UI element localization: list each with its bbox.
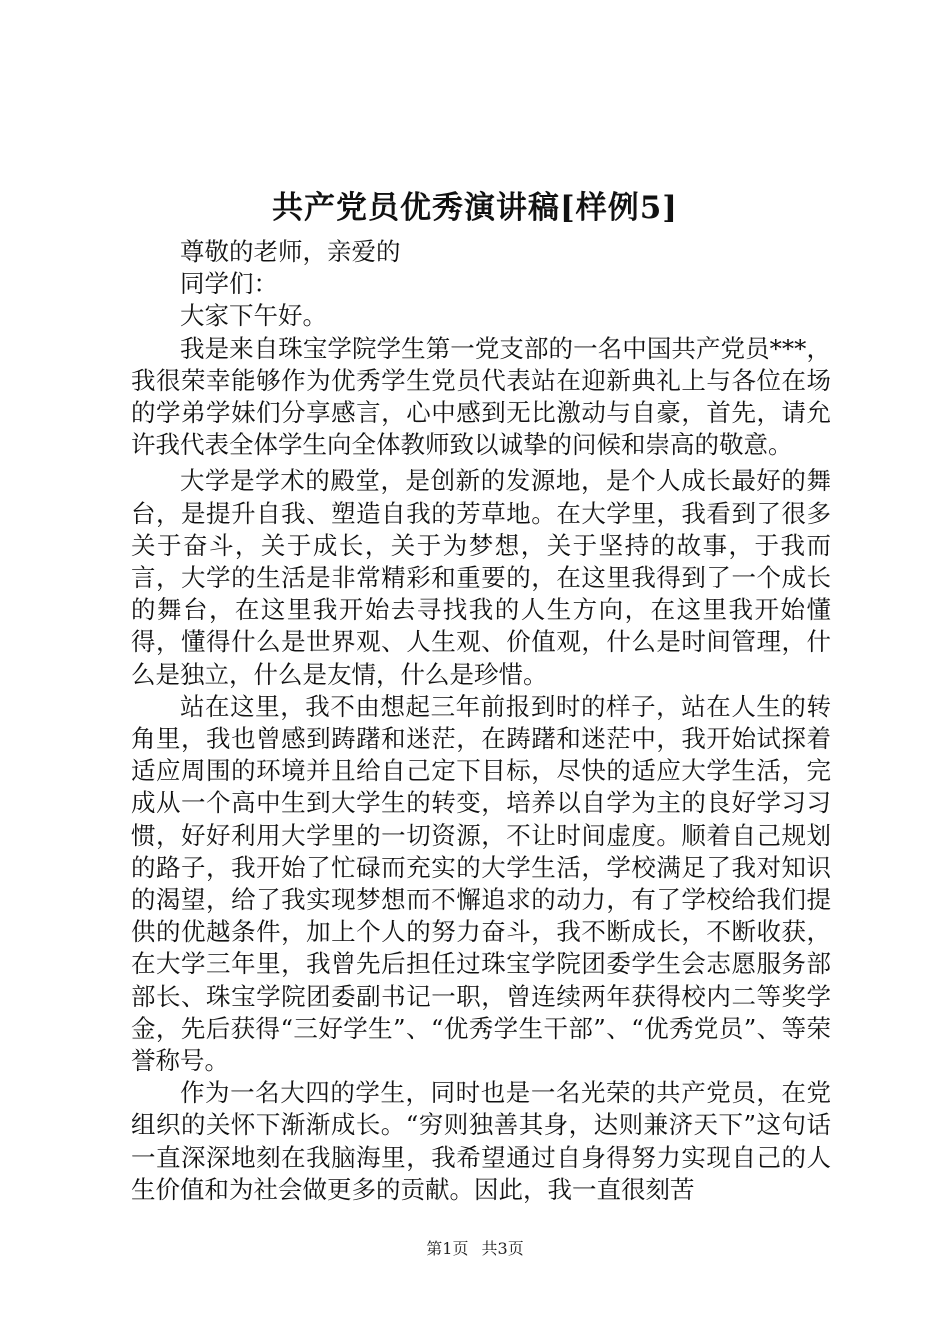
document-body [131,236,831,1206]
document-title: 共产党员优秀演讲稿[样例5] [272,190,678,226]
page-total: 共3页 [481,1239,524,1258]
paragraph-greeting-1: 尊敬的老师，亲爱的 [180,237,401,266]
paragraph-senior: 作为一名大四的学生，同时也是一名光荣的共产党员，在党组织的关怀下渐渐成长。“穷则独善其身，达则兼济天下”这句话一直深深地刻在我脑海里，我希望通过自身得努力实现自己的人生价值和为社会做更多的贡献。因此，我一直很刻苦 [131,1078,831,1204]
paragraph-greeting-2: 同学们： [180,269,278,299]
page-footer [0,1238,950,1260]
paragraph-memories: 站在这里，我不由想起三年前报到时的样子，站在人生的转角里，我也曾感到踌躇和迷茫，在踌躇和迷茫中，我开始试探着适应周围的环境并且给自己定下目标，尽快的适应大学生活，完成从一个高中生到大学生的转变，培养以自学为主的良好学习习惯，好好利用大学里的一切资源，不让时间虚度。顺着自己规划的路子，我开始了忙碌而充实的大学生活，学校满足了我对知识的渴望，给了我实现梦想而不懈追求的动力，有了学校给我们提供的优越条件，加上个人的努力奋斗，我不断成长，不断收获，在大学三年里，我曾先后担任过珠宝学院团委学生会志愿服务部部长、珠宝学院团委副书记一职，曾连续两年获得校内二等奖学金，先后获得“三好学生”、“优秀学生干部”、“优秀党员”、等荣誉称号。 [131,691,831,1076]
paragraph-intro: 我是来自珠宝学院学生第一党支部的一名中国共产党员***，我很荣幸能够作为优秀学生党员代表站在迎新典礼上与各位在场的学弟学妹们分享感言，心中感到无比激动与自豪，首先，请允许我代表全体学生向全体教师致以诚挚的问候和崇高的敬意。 [131,333,831,460]
paragraph-greeting-3: 大家下午好。 [180,301,327,331]
paragraph-university: 大学是学术的殿堂，是创新的发源地，是个人成长最好的舞台，是提升自我、塑造自我的芳草地。在大学里，我看到了很多关于奋斗，关于成长，关于为梦想，关于坚持的故事，于我而言，大学的生活是非常精彩和重要的，在这里我得到了一个成长的舞台，在这里我开始去寻找我的人生方向，在这里我开始懂得，懂得什么是世界观、人生观、价值观，什么是时间管理，什么是独立，什么是友情，什么是珍惜。 [131,466,831,689]
page-number: 第1页 [426,1239,469,1258]
